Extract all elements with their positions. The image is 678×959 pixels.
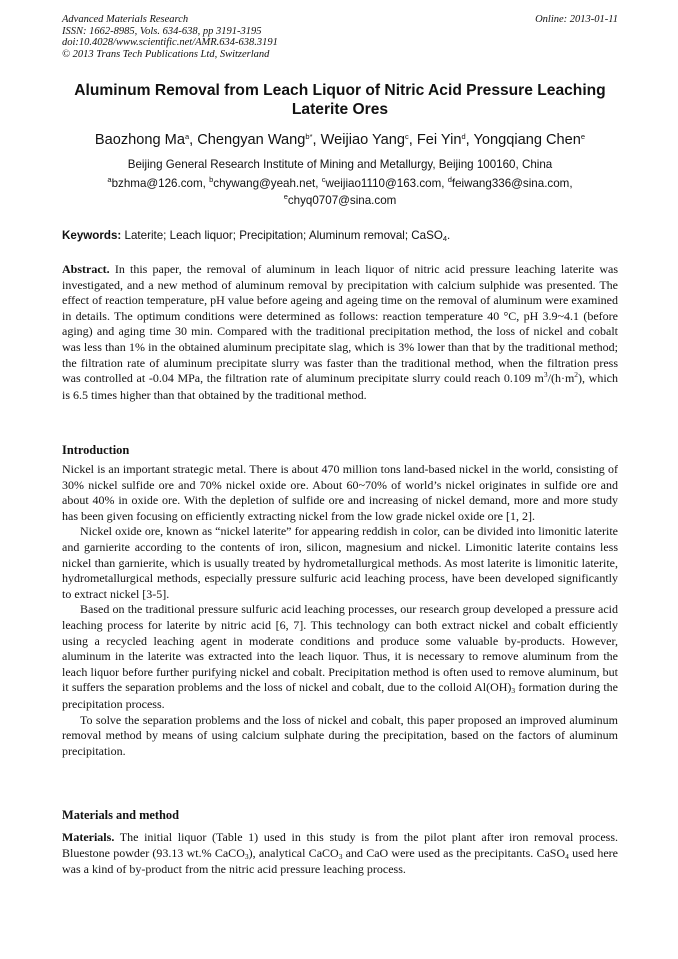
- journal-name: Advanced Materials Research: [62, 14, 189, 25]
- paragraph-subscript: 3: [338, 851, 343, 861]
- materials-body: [62, 830, 618, 878]
- email-marker: c: [321, 175, 326, 184]
- keywords-end: .: [447, 229, 451, 242]
- doi-line: doi:10.4028/www.scientific.net/AMR.634-638.3191: [62, 37, 278, 49]
- keywords-label: Keywords:: [62, 229, 122, 242]
- email-marker: d: [447, 175, 452, 184]
- author-emails: $^a$bzhma@126.com, $^b$chywang@yeah.net, $^c$weijiao1110@163.com, $^d$feiwang336@sina.com, $^e$chyq0707@sina.com: [107, 175, 573, 207]
- email-address[interactable]: chywang@yeah.net: [213, 177, 316, 190]
- paragraph-text: and CaO were used as the precipitants. CaSO: [342, 845, 566, 860]
- paragraph: Nickel oxide ore, known as “nickel laterite” for appearing reddish in color, can be divided into limonitic laterite and garnierite according to the contents of iron, silicon, magnesium and nickel. Limonitic laterite contains less nickel than garnierite, which is usually treated by hydrometallurgical methods. As most laterite is limonitic laterite, hydrometallurgical methods, especially pressure sulfuric acid leaching process, have been developed significantly to extract nickel [3-5].: [62, 524, 618, 601]
- introduction-body: [62, 462, 618, 759]
- email-marker: e: [283, 192, 288, 201]
- author-marker: d: [461, 132, 466, 141]
- paragraph: To solve the separation problems and the loss of nickel and cobalt, this paper proposed an improved aluminum removal method by means of using calcium sulphate during the precipitation, based on the factors of aluminum precipitation.: [62, 712, 618, 758]
- paragraph-text: used here was a kind of by-product from the nitric acid pressure leaching process.: [62, 845, 618, 877]
- keywords-text: Laterite; Leach liquor; Precipitation; Aluminum removal; CaSO: [124, 229, 443, 242]
- author-marker: a: [184, 132, 190, 141]
- author-marker: c: [405, 132, 409, 141]
- author-name: Weijiao Yang: [320, 132, 405, 148]
- paragraph-text: The initial liquor (Table 1) used in this study is from the pilot plant after iron removal process. Bluestone powder (93.13 wt.% CaCO: [62, 830, 618, 860]
- author-list: Baozhong Ma$^a$, Chengyan Wang$^{b*}$, Weijiao Yang$^c$, Fei Yin$^d$, Yongqiang Chen$^e$: [94, 132, 586, 148]
- email-marker: a: [107, 175, 112, 184]
- abstract-text-end: ), which is 6.5 times higher than that obtained by the traditional method.: [62, 371, 618, 402]
- abstract-text-unit: /(h·m: [547, 371, 575, 386]
- paragraph: Nickel is an important strategic metal. There is about 470 million tons land-based nickel in the world, consisting of 30% nickel sulfide ore and 70% nickel oxide ore. About 60~70% of world’s nickel originates in sulfide ore and about 40% in oxide ore. With the depletion of sulfide ore and increasing of nickel demand, more and more study has been given focusing on efficiently extracting nickel from the low grade nickel oxide ore [1, 2].: [62, 462, 618, 523]
- section-heading-materials: Materials and method: [62, 808, 180, 822]
- email-address[interactable]: bzhma@126.com: [111, 177, 203, 190]
- author-name: Yongqiang Chen: [473, 132, 581, 148]
- paragraph-subscript: 4: [565, 851, 569, 861]
- copyright-line: © 2013 Trans Tech Publications Ltd, Switzerland: [62, 48, 270, 60]
- paragraph-text: formation during the precipitation process.: [62, 680, 618, 711]
- author-marker: e: [580, 132, 586, 141]
- author-marker: b*: [305, 132, 313, 141]
- paragraph-text: Based on the traditional pressure sulfuric acid leaching processes, our research group developed a pressure acid leaching process for laterite by nitric acid [6, 7]. This technology can both extract nickel and cobalt efficiently using a recycled leaching agent in moderate conditions and produce some valuable by-products. However, aluminum in the laterite was extracted into the leach liquor. Thus, it is necessary to remove aluminum from the leach liquor before further purifying nickel and cobalt. Precipitation method is often used to remove aluminum, but it suffers the separation problems and the loss of nickel and cobalt, due to the colloid Al(OH): [62, 602, 618, 695]
- subsection-label: Materials.: [62, 830, 115, 844]
- abstract-text: In this paper, the removal of aluminum in leach liquor of nitric acid pressure leaching laterite was investigated, and a new method of aluminum removal by precipitation with calcium sulphide was presented. The effect of reaction temperature, pH value before ageing and ageing time on the removal of aluminum were examined in details. The optimum conditions were determined as follows: reaction temperature 40 °C, pH 3.9~4.1 (before aging) and aging time 30 min. Compared with the traditional precipitation method, the loss of nickel and cobalt was less than 1% in the obtained aluminum precipitate slag, which is 3% lower than that by the traditional method; the filtration rate of aluminum precipitate slurry was faster than the traditional method, when the filtration press was controlled at -0.04 MPa, the filtration rate of aluminum precipitate slurry could reach 0.109 m: [62, 262, 619, 386]
- author-name: Baozhong Ma: [94, 132, 185, 148]
- email-marker: b: [209, 175, 214, 184]
- email-address[interactable]: chyq0707@sina.com: [287, 194, 397, 207]
- paper-title: Aluminum Removal from Leach Liquor of Nitric Acid Pressure Leaching Laterite Ores: [74, 82, 606, 118]
- paragraph: [62, 602, 618, 712]
- email-address[interactable]: weijiao1110@163.com: [325, 177, 442, 190]
- paragraph-subscript: 3: [244, 851, 249, 861]
- paragraph-text: ), analytical CaCO: [248, 845, 339, 860]
- section-heading-introduction: Introduction: [62, 443, 130, 457]
- author-name: Fei Yin: [416, 132, 462, 148]
- abstract-label: Abstract.: [62, 262, 110, 276]
- keywords-subscript: 4: [442, 234, 448, 243]
- email-address[interactable]: feiwang336@sina.com: [451, 177, 570, 190]
- online-date: Online: 2013-01-11: [535, 14, 618, 25]
- issn-line: ISSN: 1662-8985, Vols. 634-638, pp 3191-3195: [62, 25, 262, 37]
- journal-header: [62, 14, 618, 60]
- paragraph-subscript: 3: [511, 686, 516, 696]
- abstract-superscript: 2: [574, 370, 579, 380]
- paragraph: [62, 830, 618, 878]
- abstract-superscript: 3: [543, 370, 548, 380]
- keywords: [62, 228, 618, 244]
- abstract: [62, 262, 618, 403]
- author-name: Chengyan Wang: [197, 132, 306, 148]
- affiliation: Beijing General Research Institute of Mining and Metallurgy, Beijing 100160, China: [127, 158, 553, 171]
